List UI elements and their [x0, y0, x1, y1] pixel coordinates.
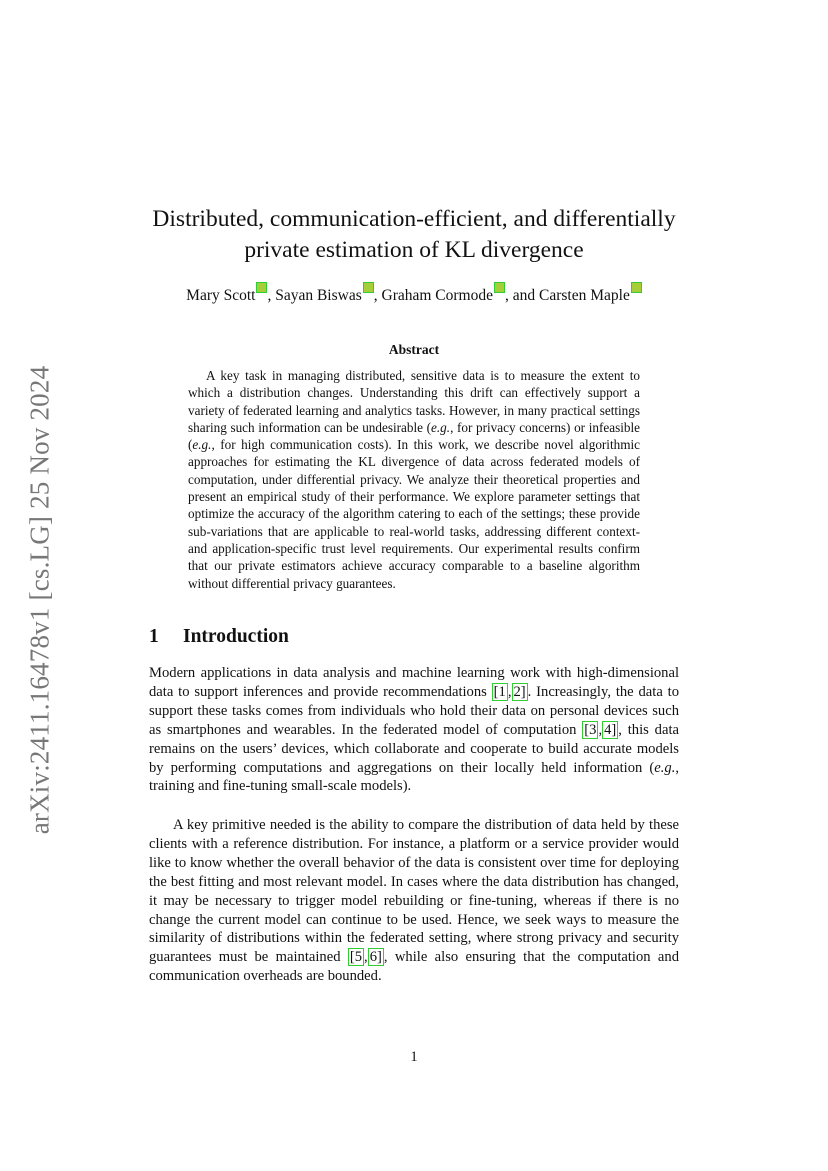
citation-link[interactable]: 4] [604, 721, 617, 738]
citation-link[interactable]: [3 [584, 721, 597, 738]
citation-link[interactable]: [5 [349, 949, 363, 966]
author-name: Carsten Maple [539, 287, 630, 305]
citation-link[interactable]: 6] [369, 949, 382, 966]
paragraph-fragment: , training and fine-tuning small-scale models). [149, 759, 679, 795]
arxiv-sidebar [22, 355, 58, 845]
orcid-icon[interactable] [363, 282, 374, 293]
section-number: 1 [149, 626, 159, 647]
section-heading [149, 626, 289, 648]
citation-separator: , [364, 949, 368, 966]
title-line-1: Distributed, communication-efficient, and differentially [152, 206, 676, 232]
author-separator: , [267, 287, 276, 305]
abstract-heading: Abstract [388, 342, 440, 357]
abstract-text [188, 367, 640, 592]
abstract-emphasis: e.g. [192, 437, 212, 453]
paragraph-fragment: A key primitive needed is the ability to compare the distribution of data held by these clients with a reference distribution. For instance, a platform or a service provider would like to know whether the overall behavior of the data is consistent over time for deploying the best fitting and most relevant model. In cases where the data distribution has changed, it may be necessary to trigger model rebuilding or fine-tuning, whereas if there is no change the current model can continue to be used. Hence, we seek ways to measure the similarity of distributions within the federated setting, where strong privacy and security guarantees must be maintained [149, 817, 679, 966]
paragraph-2 [149, 816, 679, 986]
abstract-fragment: , for high communication costs). In this work, we describe novel algorithmic approaches for estimating the KL divergence of data across federated models of computation, under differential privacy. We analyze their theoretical properties and present an empirical study of their performance. We explore parameter settings that optimize the accuracy of the algorithm catering to each of the settings; these provide sub-variations that are applicable to real-world tasks, addressing different context- and application-specific trust level requirements. Our experimental results confirm that our private estimators achieve accuracy comparable to a baseline algorithm without differential privacy guarantees. [188, 437, 640, 591]
author-name: Graham Cormode [381, 287, 493, 305]
abstract-fragment: A key task in managing distributed, sensitive data is to measure the extent to which a distribution changes. Understanding this drift can effectively support a variety of federated learning and analytics tasks. However, in many practical settings sharing such information can be undesirable ( [188, 368, 640, 435]
citation-link[interactable]: 2] [513, 683, 526, 700]
author-separator: , and [505, 287, 540, 305]
paragraph-fragment: Modern applications in data analysis and machine learning work with high-dimensional data to support inferences and provide recommendations [149, 665, 679, 700]
paragraph-fragment: , while also ensuring that the computation and communication overheads are bounded. [149, 949, 679, 985]
author-name: Mary Scott [186, 287, 256, 305]
orcid-icon[interactable] [631, 282, 642, 293]
paragraph-emphasis: e.g. [654, 759, 676, 776]
citation-separator: , [598, 721, 603, 738]
author-separator: , [373, 287, 382, 305]
author-name: Sayan Biswas [275, 287, 362, 305]
citation-separator: , [507, 683, 512, 700]
section-title: Introduction [183, 626, 289, 647]
paragraph-fragment: , this data remains on the users’ devices, which collaborate and cooperate to build accurate models by performing computations and aggregations on their locally held information ( [149, 721, 679, 776]
abstract-fragment: , for privacy concerns) or infeasible ( [188, 419, 640, 453]
orcid-icon[interactable] [256, 282, 267, 293]
author-list [140, 283, 688, 307]
page-number: 1 [410, 1049, 418, 1065]
paragraph-1 [149, 664, 679, 796]
citation-link[interactable]: [1 [493, 683, 506, 700]
paragraph-fragment: . Increasingly, the data to support these tasks comes from individuals who hold their data on personal devices such as smartphones and wearables. In the federated model of computation [149, 683, 679, 738]
orcid-icon[interactable] [494, 282, 505, 293]
title-line-2: private estimation of KL divergence [244, 237, 584, 263]
abstract-emphasis: e.g. [431, 419, 451, 435]
paper-title [140, 204, 688, 266]
arxiv-identifier[interactable]: arXiv:2411.16478v1 [cs.LG] 25 Nov 2024 [24, 365, 55, 835]
